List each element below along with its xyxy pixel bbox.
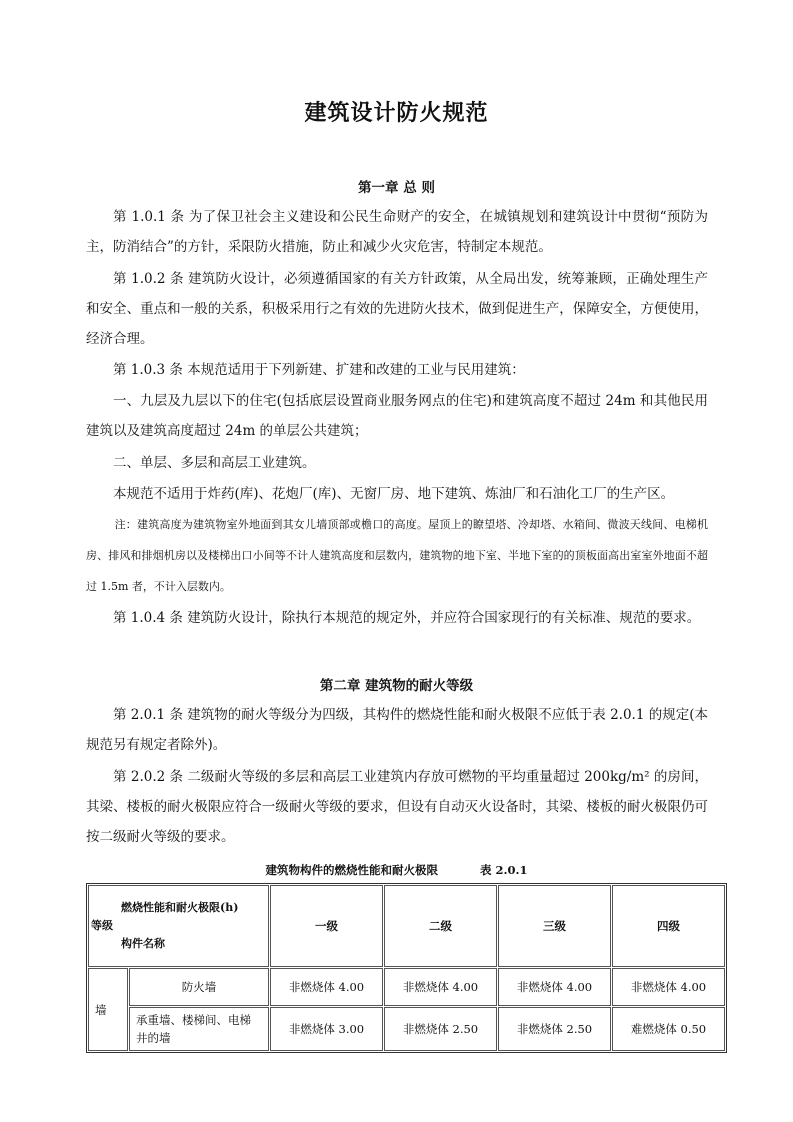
table-row xyxy=(88,968,725,1006)
table-cell: 非燃烧体 2.50 xyxy=(384,1007,497,1051)
wall-group-label: 墙 xyxy=(88,968,128,1051)
chapter-1-heading: 第一章 总 则 xyxy=(358,180,435,196)
document-title: 建筑设计防火规范 xyxy=(304,100,489,126)
article-1-0-3-exclusion: 本规范不适用于炸药(库)、花炮厂(库)、无窗厂房、地下建筑、炼油厂和石油化工厂的生产区。 xyxy=(113,486,675,502)
article-1-0-4: 第 1.0.4 条 建筑防火设计，除执行本规范的规定外，并应符合国家现行的有关标准、规范的要求。 xyxy=(113,610,701,626)
article-1-0-3-item-2: 二、单层、多层和高层工业建筑。 xyxy=(113,455,316,471)
table-cell: 非燃烧体 2.50 xyxy=(498,1007,611,1051)
building-height-note: 注：建筑高度为建筑物室外地面到其女儿墙顶部或檐口的高度。屋顶上的瞭望塔、冷却塔、水箱间、微波天线间、电梯机房、排风和排烟机房以及楼梯出口小间等不计人建筑高度和层数内，建筑物的地下室、半地下室的的顶板面高出室室外地面不超过 1.5m 者，不计入层数内。 xyxy=(86,518,708,593)
table-caption xyxy=(0,862,793,878)
article-2-0-1: 第 2.0.1 条 建筑物的耐火等级分为四级，其构件的燃烧性能和耐火极限不应低于表 2.0.1 的规定(本规范另有规定者除外)。 xyxy=(86,707,708,753)
component-name: 防火墙 xyxy=(129,968,269,1006)
table-cell: 非燃烧体 3.00 xyxy=(270,1007,383,1051)
chapter-2-heading: 第二章 建筑物的耐火等级 xyxy=(319,678,474,694)
grade-3-header: 三级 xyxy=(498,885,611,967)
table-header-row xyxy=(88,885,725,967)
table-cell: 非燃烧体 4.00 xyxy=(612,968,725,1006)
article-1-0-3-item-1: 一、九层及九层以下的住宅(包括底层设置商业服务网点的住宅)和建筑高度不超过 24m 和其他民用建筑以及建筑高度超过 24m 的单层公共建筑； xyxy=(86,393,708,439)
article-1-0-1: 第 1.0.1 条 为了保卫社会主义建设和公民生命财产的安全，在城镇规划和建筑设计中贯彻“预防为主，防消结合”的方针，采限防火措施，防止和减少火灾危害，特制定本规范。 xyxy=(86,209,708,255)
article-1-0-2: 第 1.0.2 条 建筑防火设计，必须遵循国家的有关方针政策，从全局出发，统筹兼顾，正确处理生产和安全、重点和一般的关系，积极采用行之有效的先进防火技术，做到促进生产，保障安全，方便使用，经济合理。 xyxy=(86,271,708,347)
article-2-0-2: 第 2.0.2 条 二级耐火等级的多层和高层工业建筑内存放可燃物的平均重量超过 200kg/m² 的房间，其梁、楼板的耐火极限应符合一级耐火等级的要求，但设有自动灭火设备时，其梁、楼板的耐火极限仍可按二级耐火等级的要求。 xyxy=(86,769,708,845)
table-cell: 非燃烧体 4.00 xyxy=(498,968,611,1006)
grade-2-header: 二级 xyxy=(384,885,497,967)
fire-resistance-table xyxy=(86,883,727,1053)
table-cell: 非燃烧体 4.00 xyxy=(270,968,383,1006)
table-caption-title: 建筑物构件的燃烧性能和耐火极限 xyxy=(265,863,438,877)
header-component-label: 构件名称 xyxy=(121,937,165,950)
table-cell: 难燃烧体 0.50 xyxy=(612,1007,725,1051)
grade-1-header: 一级 xyxy=(270,885,383,967)
grade-4-header: 四级 xyxy=(612,885,725,967)
article-1-0-3: 第 1.0.3 条 本规范适用于下列新建、扩建和改建的工业与民用建筑： xyxy=(113,362,525,378)
header-fire-limit-label: 燃烧性能和耐火极限(h) xyxy=(121,901,239,914)
table-number: 表 2.0.1 xyxy=(479,863,528,877)
header-grade-label: 等级 xyxy=(91,919,113,932)
table-row xyxy=(88,1007,725,1051)
table-header-corner xyxy=(88,885,269,967)
table-cell: 非燃烧体 4.00 xyxy=(384,968,497,1006)
component-name: 承重墙、楼梯间、电梯井的墙 xyxy=(129,1007,269,1051)
